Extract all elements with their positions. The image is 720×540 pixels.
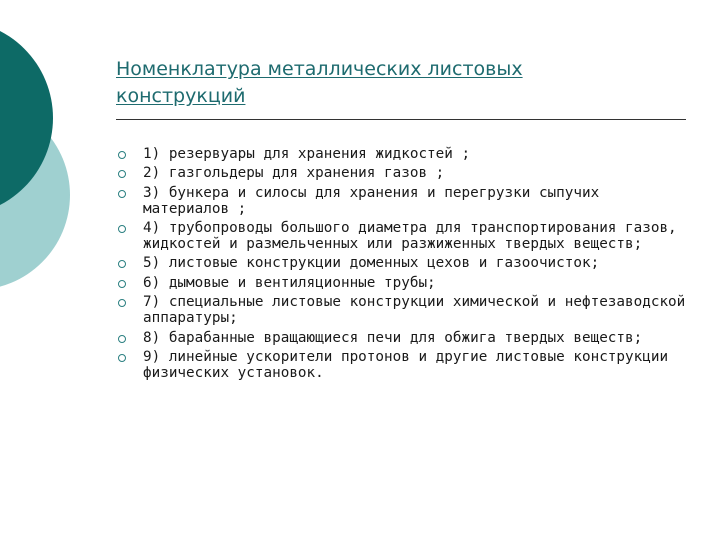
- bullet-icon: [118, 260, 126, 268]
- decorative-circles: [0, 0, 120, 300]
- list-item: [118, 331, 693, 347]
- list-item: [118, 350, 693, 382]
- bullet-icon: [118, 299, 126, 307]
- list-item-text: 2) газгольдеры для хранения газов ;: [143, 165, 445, 182]
- list-item: [118, 256, 693, 272]
- list-item: [118, 295, 693, 327]
- bullet-icon: [118, 225, 126, 233]
- list-item-text: 3) бункера и силосы для хранения и перегрузки сыпучих материалов ;: [143, 184, 600, 217]
- list-item: [118, 186, 693, 218]
- bullet-icon: [118, 354, 126, 362]
- list-item-text: 4) трубопроводы большого диаметра для транспортирования газов, жидкостей и размельченных или разжиженных твердых веществ;: [143, 220, 677, 253]
- list-item-text: 1) резервуары для хранения жидкостей ;: [143, 146, 471, 162]
- list-item: [118, 221, 693, 253]
- slide-title: Номенклатура металлических листовых конструкций: [116, 58, 523, 107]
- list-item-text: 8) барабанные вращающиеся печи для обжига твердых веществ;: [143, 329, 643, 346]
- bullet-list: [118, 147, 693, 385]
- bullet-icon: [118, 190, 126, 198]
- bullet-icon: [118, 151, 126, 159]
- list-item-text: 5) листовые конструкции доменных цехов и газоочисток;: [143, 255, 600, 272]
- list-item-text: 9) линейные ускорители протонов и другие листовые конструкции физических установок.: [143, 348, 669, 381]
- list-item-text: 7) специальные листовые конструкции химической и нефтезаводской аппаратуры;: [143, 294, 686, 327]
- bullet-icon: [118, 280, 126, 288]
- list-item: [118, 147, 693, 163]
- list-item: [118, 276, 693, 292]
- bullet-icon: [118, 335, 126, 343]
- title-divider: [116, 119, 686, 120]
- bullet-icon: [118, 170, 126, 178]
- list-item-text: 6) дымовые и вентиляционные трубы;: [143, 274, 436, 291]
- list-item: [118, 166, 693, 182]
